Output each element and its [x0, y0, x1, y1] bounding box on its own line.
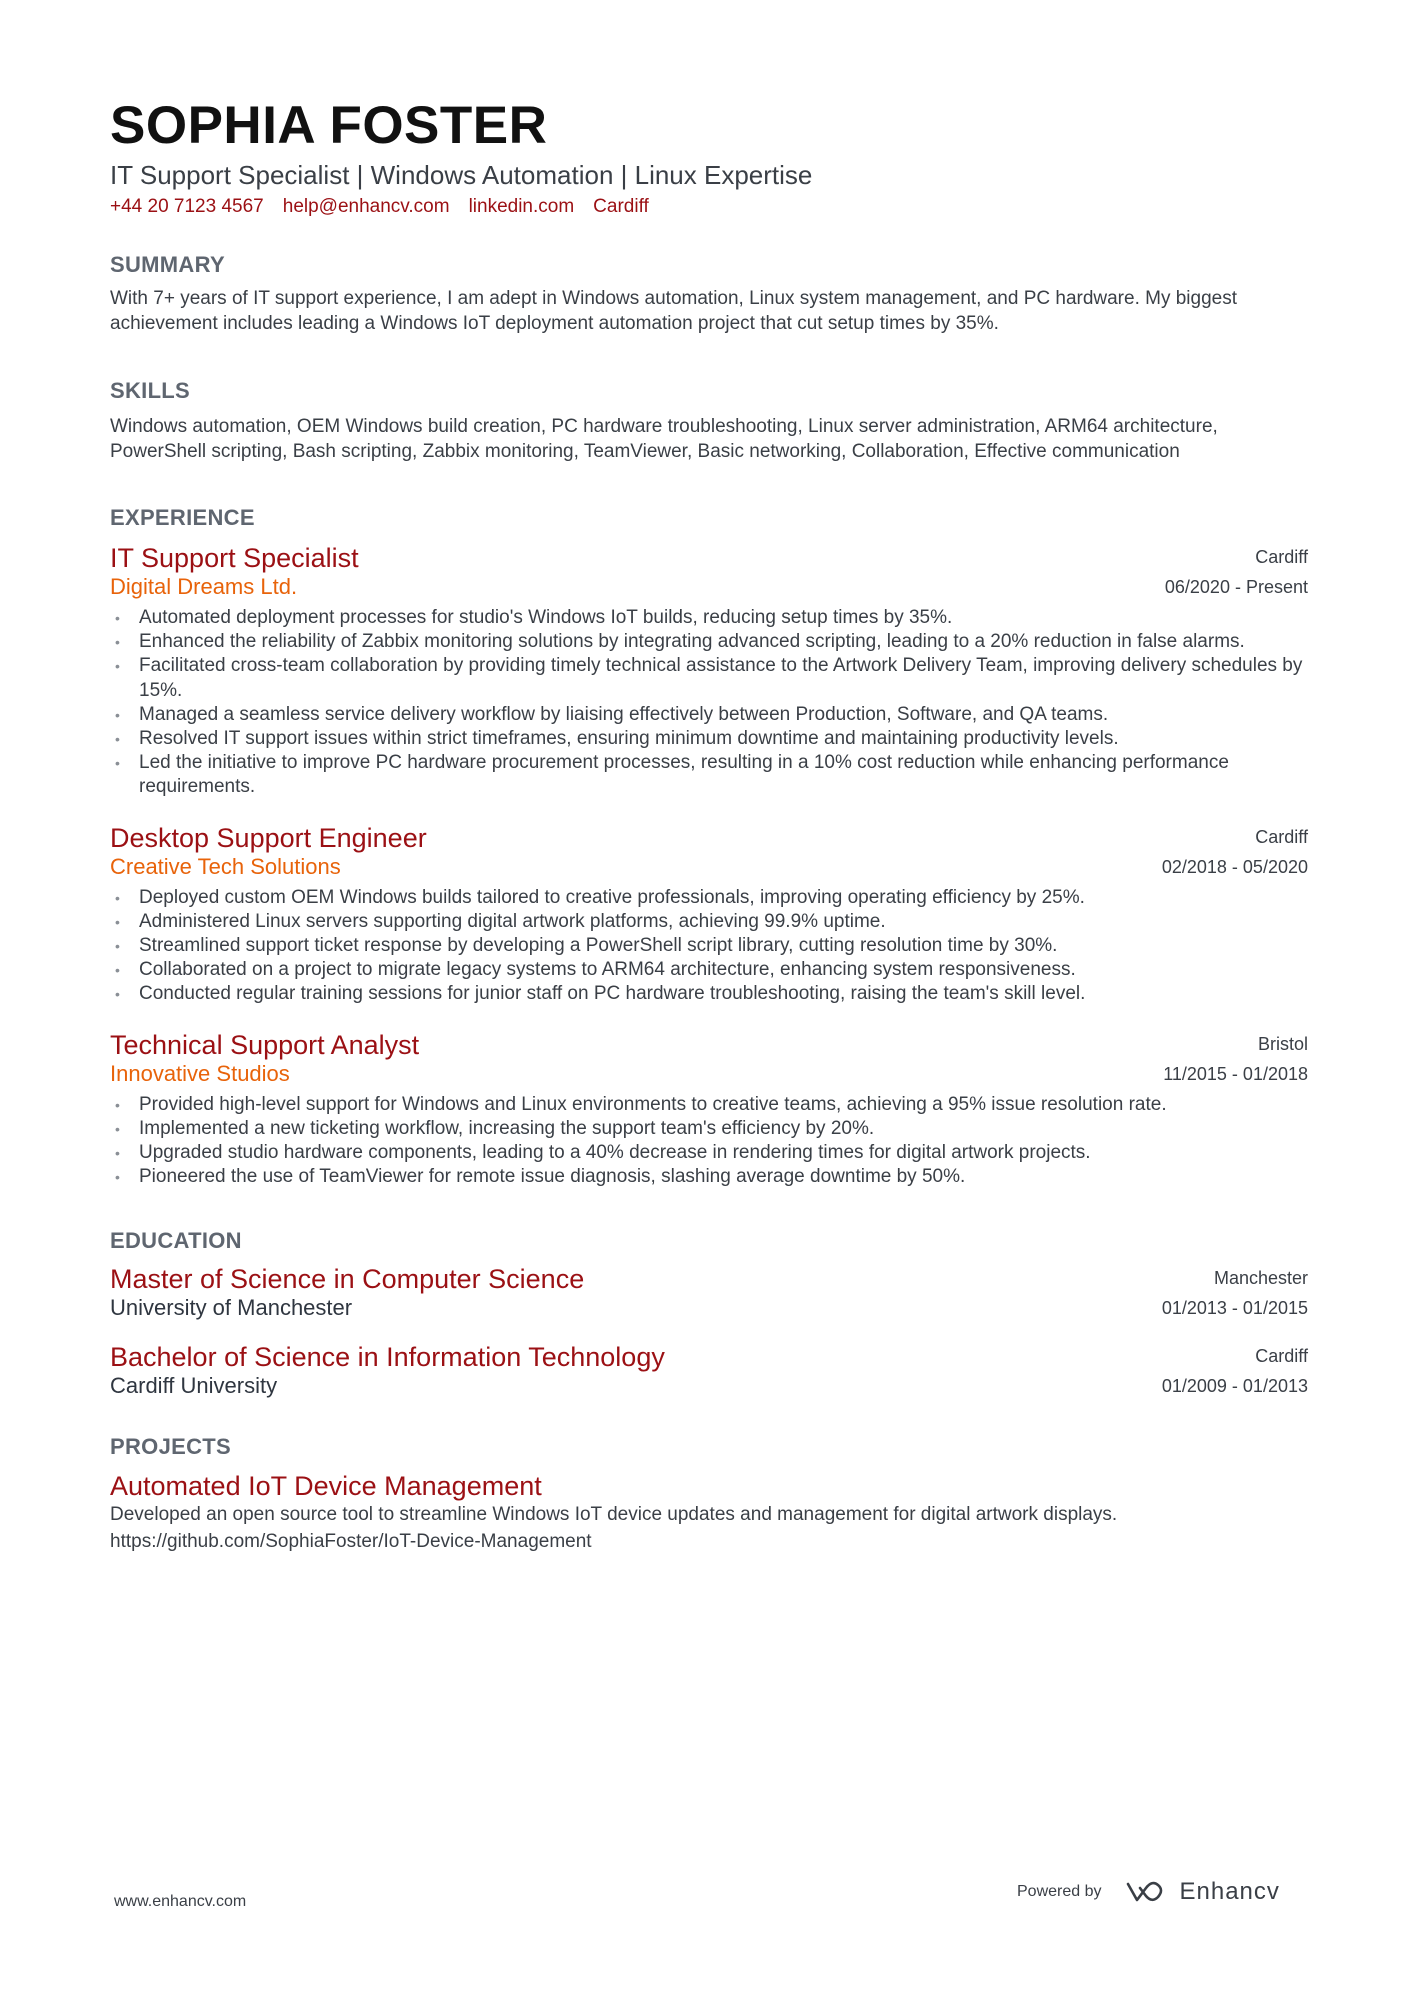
job-title: Technical Support Analyst: [110, 1029, 420, 1060]
bullet-item: • Resolved IT support issues within strict timeframes, ensuring minimum downtime and maintaining productivity levels.: [110, 727, 1340, 751]
location-text: Cardiff: [593, 196, 649, 217]
education-dates: 01/2009 - 01/2013: [1161, 1376, 1308, 1397]
bullet-item: • Facilitated cross-team collaboration by providing timely technical assistance to the Artwork Delivery Team, improving delivery schedules by 15%.: [110, 654, 1340, 702]
email-link[interactable]: help@enhancv.com: [282, 196, 450, 217]
bullet-item: • Collaborated on a project to migrate legacy systems to ARM64 architecture, enhancing system responsiveness.: [110, 958, 1340, 982]
bullet-item: • Pioneered the use of TeamViewer for remote issue diagnosis, slashing average downtime by 50%.: [110, 1165, 1340, 1189]
bullet-item: • Implemented a new ticketing workflow, increasing the support team's efficiency by 20%.: [110, 1117, 1340, 1141]
job-meta: [1165, 542, 1308, 602]
experience-section: [110, 504, 1308, 1189]
job-dates: 11/2015 - 01/2018: [1163, 1063, 1308, 1084]
job-bullets: [110, 606, 1308, 800]
job-title: Desktop Support Engineer: [110, 822, 427, 853]
summary-text: With 7+ years of IT support experience, I am adept in Windows automation, Linux system management, and PC hardware. My biggest achievement includes leading a Windows IoT deployment automation project that cut setup times by 35%.: [110, 288, 1238, 334]
education-location: Cardiff: [1255, 1346, 1308, 1367]
education-meta: [1162, 1341, 1308, 1401]
experience-heading: EXPERIENCE: [110, 505, 255, 530]
job-location: Bristol: [1257, 1033, 1308, 1054]
company-name: Creative Tech Solutions: [110, 853, 341, 879]
powered-by-text: Powered by: [1017, 1883, 1102, 1900]
job-entry: [110, 1029, 1308, 1190]
job-location: Cardiff: [1255, 547, 1308, 567]
education-meta: [1162, 1263, 1308, 1323]
footer-branding: [1017, 1878, 1280, 1906]
bullet-item: • Streamlined support ticket response by developing a PowerShell script library, cutting resolution time by 30%.: [110, 934, 1340, 958]
summary-heading: SUMMARY: [110, 252, 225, 277]
bullet-item: • Provided high-level support for Windows and Linux environments to creative teams, achieving a 95% issue resolution rate.: [110, 1093, 1340, 1117]
education-entry: [110, 1341, 1308, 1399]
bullet-item: • Led the initiative to improve PC hardware procurement processes, resulting in a 10% cost reduction while enhancing performance requirements.: [110, 751, 1340, 799]
summary-section: [110, 251, 1308, 336]
skills-section: [110, 377, 1308, 464]
education-entry: [110, 1263, 1308, 1321]
job-bullets: [110, 886, 1308, 1007]
bullet-item: • Deployed custom OEM Windows builds tailored to creative professionals, improving operating efficiency by 25%.: [110, 886, 1340, 910]
degree-title: Bachelor of Science in Information Technology: [110, 1342, 665, 1373]
brand-logo[interactable]: [1124, 1878, 1280, 1906]
education-dates: 01/2013 - 01/2015: [1161, 1298, 1308, 1319]
footer-site-link[interactable]: www.enhancv.com: [114, 1893, 247, 1910]
job-entry: [110, 822, 1308, 1007]
enhancv-logo-icon: [1124, 1879, 1170, 1905]
linkedin-link[interactable]: linkedin.com: [468, 196, 575, 217]
school-name: Cardiff University: [110, 1373, 278, 1399]
job-entry: [110, 542, 1308, 800]
candidate-name: SOPHIA FOSTER: [110, 96, 548, 155]
projects-section: [110, 1433, 1308, 1554]
project-entry: [110, 1471, 1308, 1554]
education-section: [110, 1227, 1308, 1399]
project-title: Automated IoT Device Management: [110, 1471, 542, 1502]
skills-heading: SKILLS: [110, 378, 191, 403]
bullet-item: • Conducted regular training sessions for junior staff on PC hardware troubleshooting, raising the team's skill level.: [110, 982, 1340, 1006]
job-bullets: [110, 1093, 1308, 1190]
bullet-item: • Automated deployment processes for studio's Windows IoT builds, reducing setup times by 35%.: [110, 606, 1340, 630]
company-name: Digital Dreams Ltd.: [110, 574, 298, 599]
education-heading: EDUCATION: [110, 1228, 242, 1254]
bullet-item: • Upgraded studio hardware components, leading to a 40% decrease in rendering times for digital artwork projects.: [110, 1141, 1340, 1165]
bullet-item: • Enhanced the reliability of Zabbix monitoring solutions by integrating advanced scripting, leading to a 20% reduction in false alarms.: [110, 630, 1340, 654]
projects-heading: PROJECTS: [110, 1434, 231, 1460]
candidate-headline: IT Support Specialist | Windows Automation | Linux Expertise: [110, 160, 813, 190]
bullet-item: • Managed a seamless service delivery workflow by liaising effectively between Production, Software, and QA teams.: [110, 703, 1340, 727]
education-location: Manchester: [1213, 1268, 1308, 1289]
resume-page: [110, 96, 1308, 1554]
skills-text: Windows automation, OEM Windows build creation, PC hardware troubleshooting, Linux server administration, ARM64 architecture, PowerShell scripting, Bash scripting, Zabbix monitoring, TeamViewer, Basic networking, Collaboration, Effective communication: [110, 416, 1218, 462]
bullet-item: • Administered Linux servers supporting digital artwork platforms, achieving 99.9% uptime.: [110, 910, 1340, 934]
job-dates: 02/2018 - 05/2020: [1161, 856, 1308, 877]
contact-info: [110, 195, 1308, 219]
company-name: Innovative Studios: [110, 1060, 290, 1086]
job-meta: [1162, 822, 1308, 882]
phone-link[interactable]: +44 20 7123 4567: [110, 196, 264, 217]
project-link[interactable]: https://github.com/SophiaFoster/IoT-Device-Management: [110, 1530, 592, 1552]
job-meta: [1163, 1029, 1308, 1089]
job-location: Cardiff: [1255, 826, 1308, 847]
degree-title: Master of Science in Computer Science: [110, 1264, 585, 1295]
job-title: IT Support Specialist: [110, 543, 359, 573]
brand-name: Enhancv: [1179, 1878, 1280, 1905]
project-description: Developed an open source tool to streamline Windows IoT device updates and management for digital artwork displays.: [110, 1504, 1118, 1526]
school-name: University of Manchester: [110, 1295, 353, 1321]
job-dates: 06/2020 - Present: [1164, 577, 1308, 597]
